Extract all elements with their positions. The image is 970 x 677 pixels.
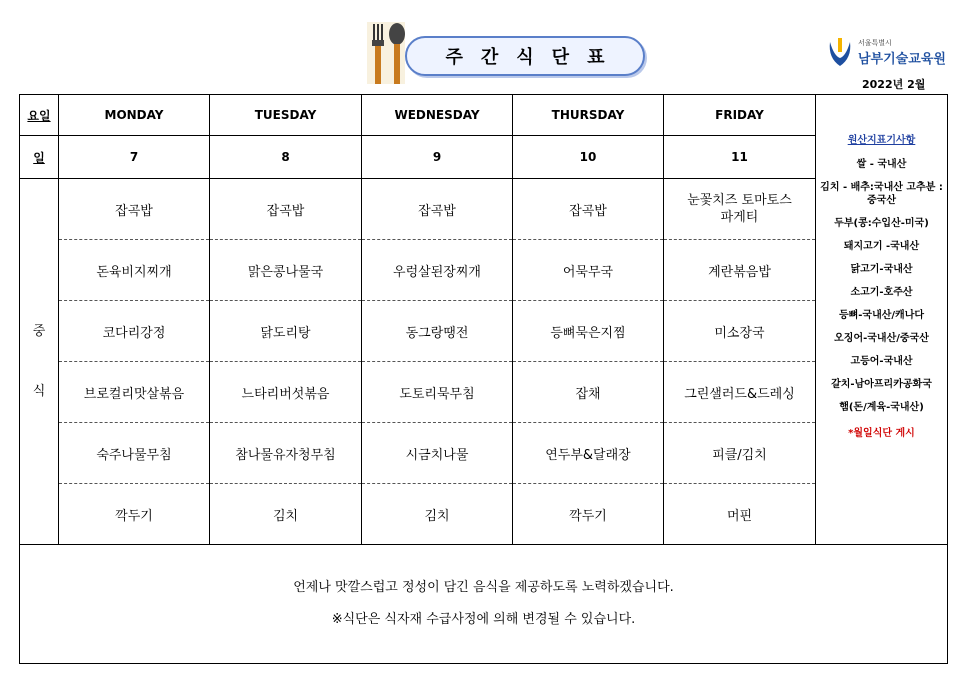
logo-mark-icon	[826, 36, 854, 70]
dish-cell: 숙주나물무침	[59, 423, 210, 484]
dish-cell: 그린샐러드&드레싱	[664, 362, 816, 423]
title-banner	[405, 36, 645, 76]
dish-cell: 김치	[362, 484, 513, 545]
origin-item: 두부(콩:수입산-미국)	[834, 218, 929, 229]
dish-cell: 느타리버섯볶음	[210, 362, 362, 423]
dish-cell: 돈육비지찌개	[59, 240, 210, 301]
menu-row	[20, 362, 948, 423]
date-tuesday: 8	[210, 136, 362, 179]
day-header-thursday: THURSDAY	[513, 95, 664, 136]
day-header-tuesday: TUESDAY	[210, 95, 362, 136]
dish-cell: 잡곡밥	[513, 179, 664, 240]
dish-cell: 맑은콩나물국	[210, 240, 362, 301]
dish-cell: 참나물유자청무침	[210, 423, 362, 484]
dish-cell: 시금치나물	[362, 423, 513, 484]
dish-cell: 김치	[210, 484, 362, 545]
page-title: 주간식단표	[445, 47, 623, 68]
date-monday: 7	[59, 136, 210, 179]
origin-note: *월일식단 게시	[848, 428, 915, 439]
dish-cell: 미소장국	[664, 301, 816, 362]
dish-cell: 코다리강정	[59, 301, 210, 362]
day-header-wednesday: WEDNESDAY	[362, 95, 513, 136]
origin-item: 소고기-호주산	[850, 287, 913, 298]
dish-cell: 잡곡밥	[210, 179, 362, 240]
month-label: 2022년 2월	[862, 78, 926, 91]
day-header-friday: FRIDAY	[664, 95, 816, 136]
footer-line-2: ※식단은 식자재 수급사정에 의해 변경될 수 있습니다.	[331, 612, 636, 627]
dish-cell: 깍두기	[513, 484, 664, 545]
page-header	[0, 0, 970, 95]
menu-row	[20, 423, 948, 484]
origin-item: 오징어-국내산/중국산	[834, 333, 929, 344]
weekly-menu-table	[19, 94, 948, 664]
dish-cell: 피클/김치	[664, 423, 816, 484]
logo-name-text: 남부기술교육원	[858, 52, 946, 67]
origin-item: 쌀 - 국내산	[856, 159, 907, 170]
menu-row	[20, 301, 948, 362]
dish-cell: 잡곡밥	[59, 179, 210, 240]
dish-cell: 계란볶음밥	[664, 240, 816, 301]
origin-item: 햄(돈/계육-국내산)	[839, 402, 924, 413]
date-wednesday: 9	[362, 136, 513, 179]
date-friday: 11	[664, 136, 816, 179]
dish-cell: 어묵무국	[513, 240, 664, 301]
date-thursday: 10	[513, 136, 664, 179]
origin-item: 고등어-국내산	[850, 356, 913, 367]
date-row-label: 일	[20, 136, 59, 179]
footer-row	[20, 545, 948, 664]
weekday-row	[20, 95, 948, 136]
institution-logo	[826, 36, 956, 76]
dish-cell: 우렁살된장찌개	[362, 240, 513, 301]
dish-cell: 눈꽃치즈 토마토스파게티	[664, 179, 816, 240]
day-row-label: 요일	[20, 95, 59, 136]
origin-item: 닭고기-국내산	[850, 264, 913, 275]
origin-item: 김치 - 배추:국내산 고추분 : 중국산	[820, 182, 943, 206]
date-row	[20, 136, 948, 179]
menu-row	[20, 240, 948, 301]
dish-cell: 깍두기	[59, 484, 210, 545]
dish-cell: 머핀	[664, 484, 816, 545]
dish-cell: 등뼈묵은지찜	[513, 301, 664, 362]
lunch-label-char-1: 중	[32, 323, 46, 339]
footer-notice	[20, 545, 948, 664]
lunch-label	[20, 179, 59, 545]
lunch-label-char-2: 식	[32, 383, 46, 399]
dish-cell: 연두부&달래장	[513, 423, 664, 484]
dish-cell: 브로컬리맛살볶음	[59, 362, 210, 423]
dish-cell: 잡곡밥	[362, 179, 513, 240]
dish-cell: 동그랑땡전	[362, 301, 513, 362]
menu-row	[20, 484, 948, 545]
origin-item: 돼지고기 -국내산	[843, 241, 920, 252]
dish-cell: 닭도리탕	[210, 301, 362, 362]
origin-item: 등뼈-국내산/캐나다	[838, 310, 925, 321]
origin-item: 갈치-남아프리카공화국	[831, 379, 932, 390]
menu-row	[20, 179, 948, 240]
dish-cell: 도토리묵무침	[362, 362, 513, 423]
logo-city-text: 서울특별시	[858, 39, 892, 47]
origin-title: 원산지표기사항	[847, 135, 916, 146]
dish-cell: 잡채	[513, 362, 664, 423]
origin-info-panel	[816, 95, 948, 545]
day-header-monday: MONDAY	[59, 95, 210, 136]
footer-line-1: 언제나 맛깔스럽고 정성이 담긴 음식을 제공하도록 노력하겠습니다.	[293, 580, 674, 595]
